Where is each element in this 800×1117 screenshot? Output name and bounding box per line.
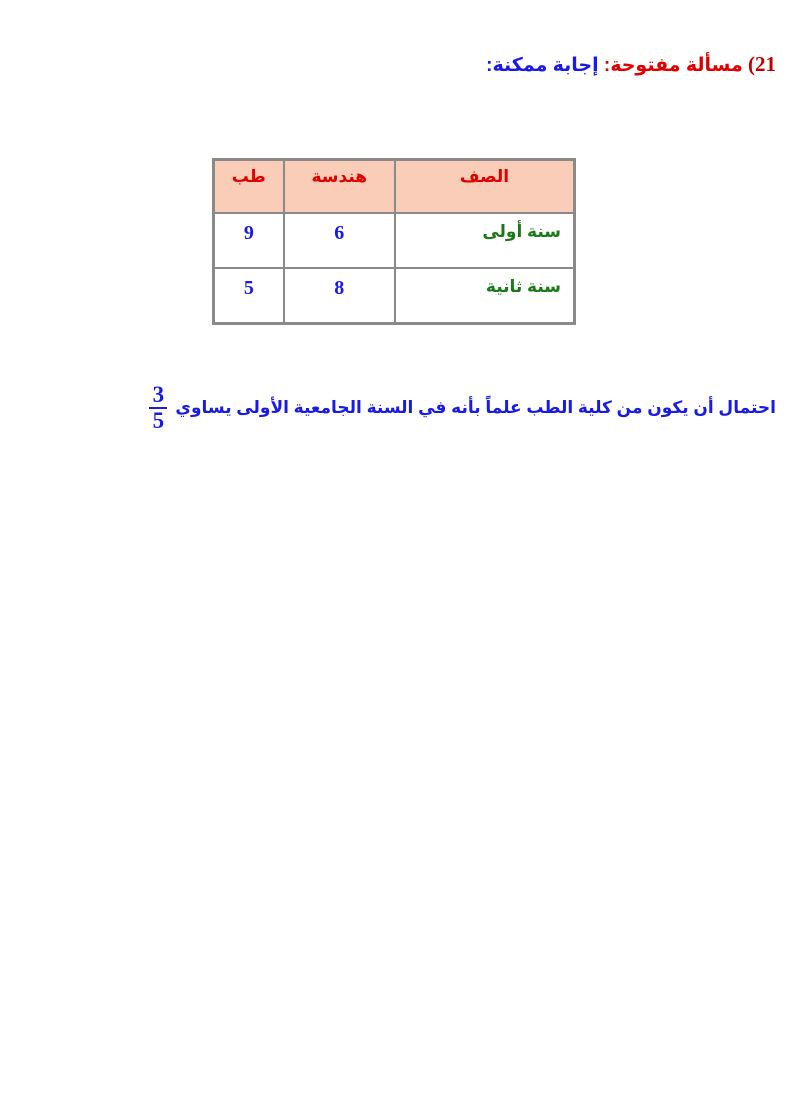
fraction-numerator: 3 bbox=[152, 382, 165, 407]
question-label: مسألة مفتوحة: bbox=[603, 55, 743, 76]
table-header-row bbox=[214, 160, 574, 213]
problem-number: 21) bbox=[748, 52, 776, 76]
probability-table bbox=[212, 158, 576, 325]
header-class: الصف bbox=[395, 160, 574, 213]
cell-medicine: 9 bbox=[214, 213, 284, 268]
table-row bbox=[214, 213, 574, 268]
row-class-label: سنة ثانية bbox=[395, 268, 574, 323]
cell-engineering: 6 bbox=[284, 213, 395, 268]
fraction-denominator: 5 bbox=[152, 408, 165, 433]
row-class-label: سنة أولى bbox=[395, 213, 574, 268]
problem-title bbox=[486, 52, 776, 77]
answer-label: إجابة ممكنة: bbox=[486, 55, 599, 76]
cell-engineering: 8 bbox=[284, 268, 395, 323]
header-medicine: طب bbox=[214, 160, 284, 213]
cell-medicine: 5 bbox=[214, 268, 284, 323]
fraction bbox=[149, 384, 167, 432]
table-row bbox=[214, 268, 574, 323]
statement-text: احتمال أن يكون من كلية الطب علماً بأنه في السنة الجامعية الأولى يساوي bbox=[175, 398, 776, 417]
header-engineering: هندسة bbox=[284, 160, 395, 213]
answer-statement bbox=[149, 384, 776, 432]
